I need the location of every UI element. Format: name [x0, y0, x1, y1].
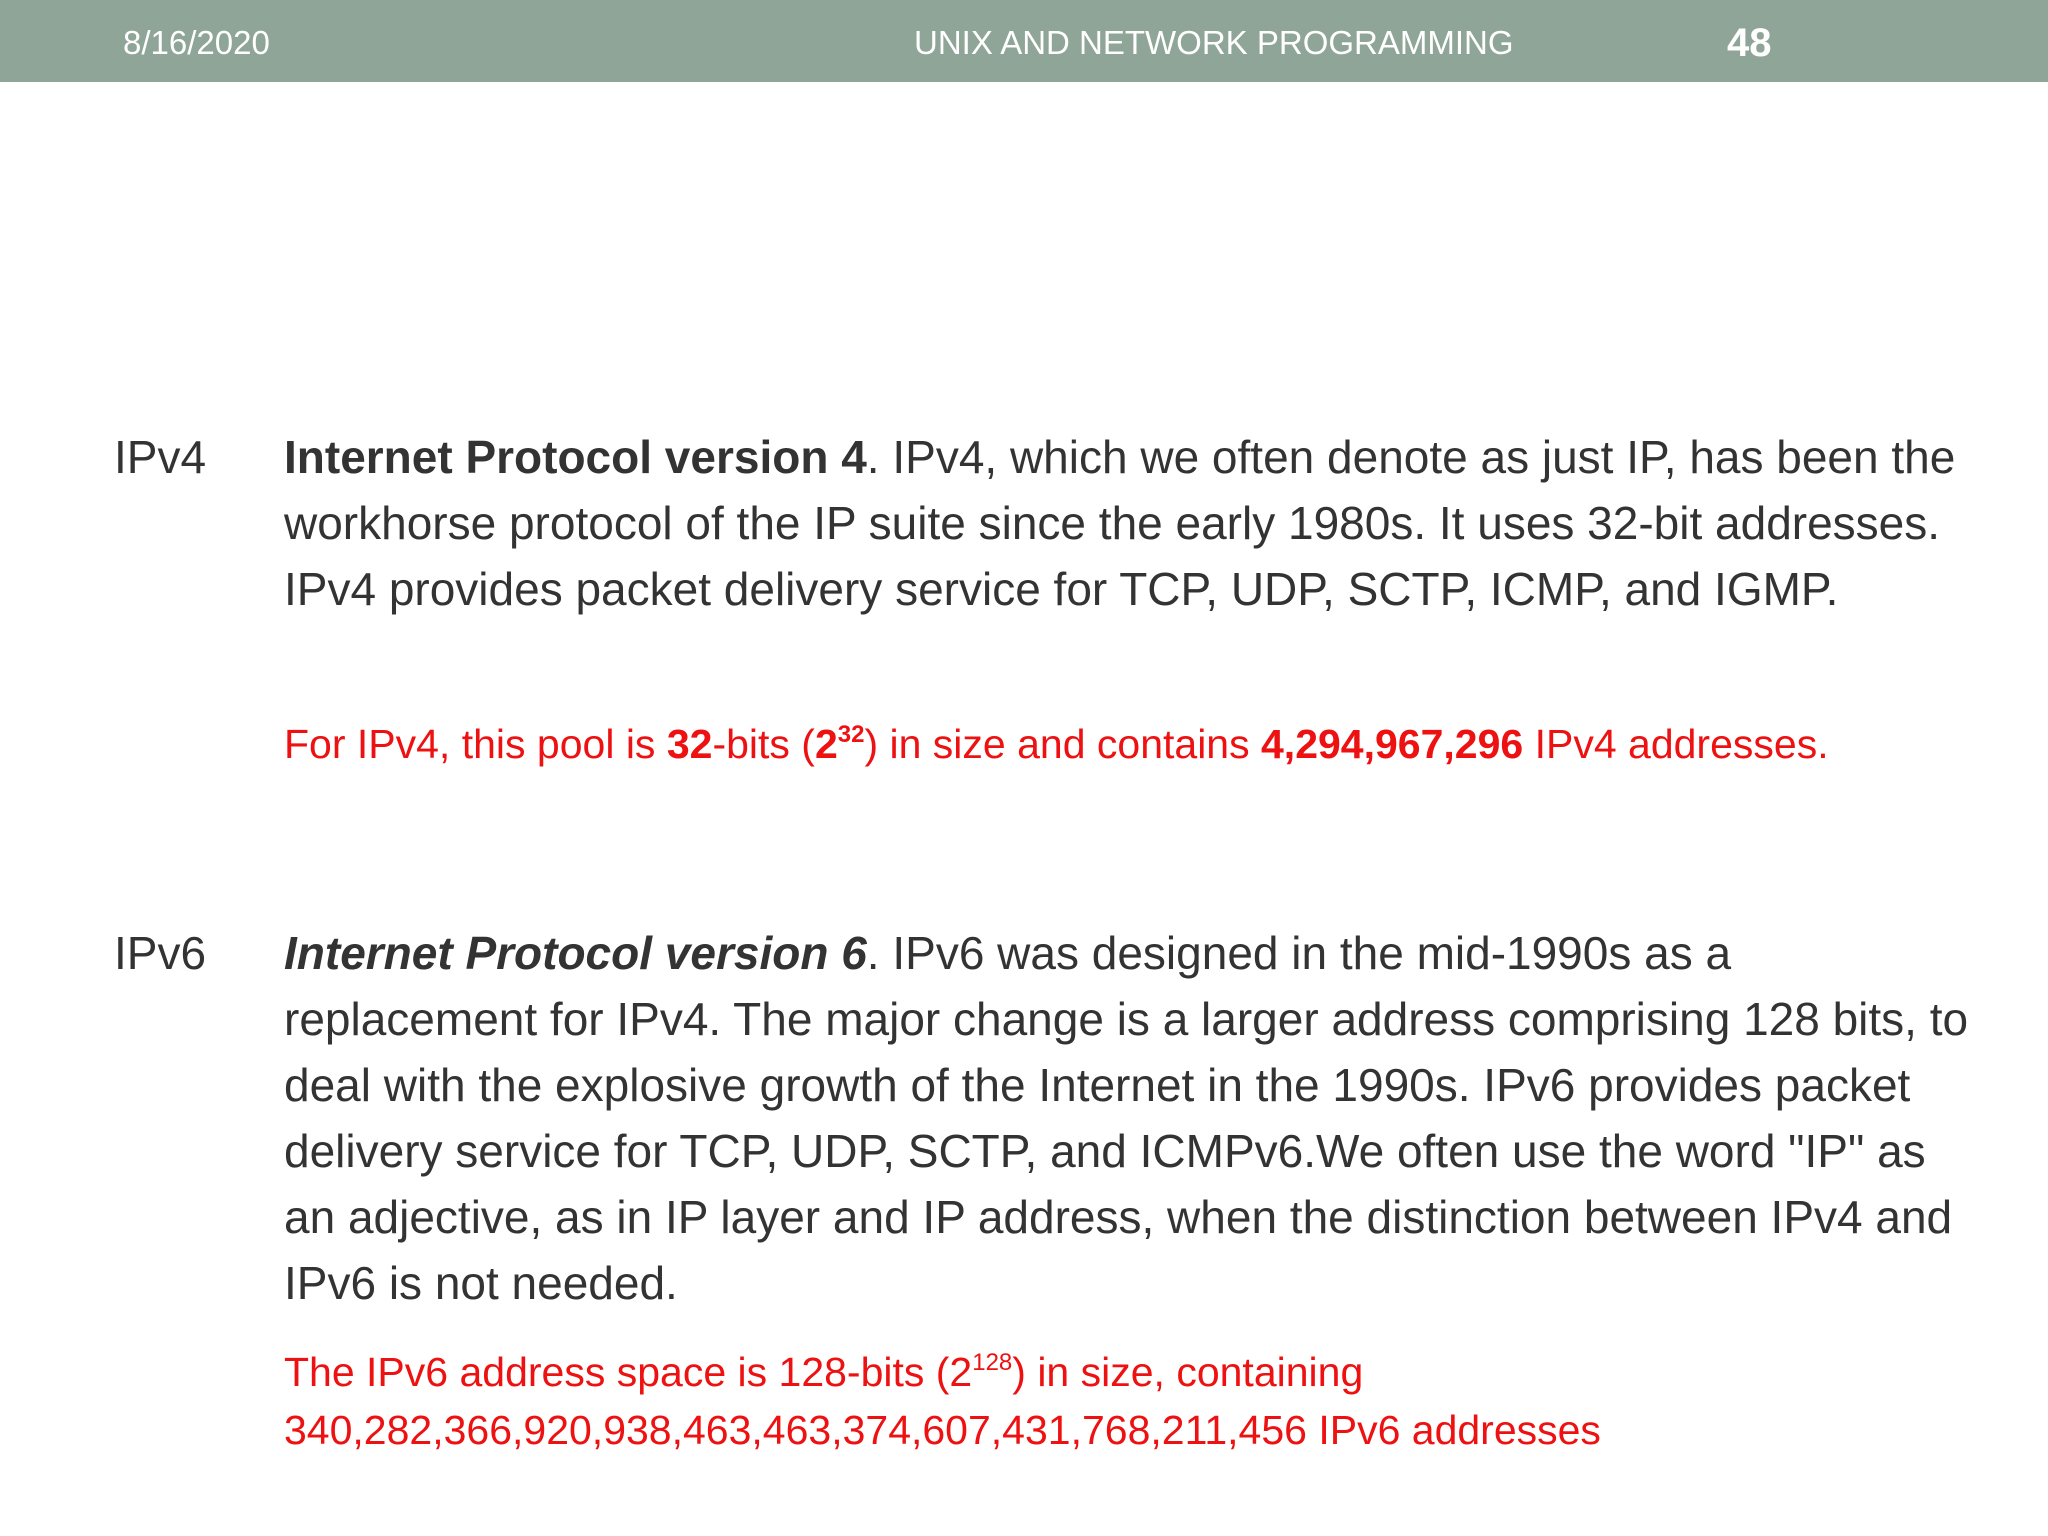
ipv6-term: IPv6	[114, 927, 207, 979]
header-title: UNIX AND NETWORK PROGRAMMING	[914, 24, 1514, 61]
ipv4-note-exponent: 32	[837, 721, 865, 748]
ipv4-note-text-3: ) in size and contains	[864, 721, 1261, 767]
ipv4-note-text-2: -bits (	[712, 721, 815, 767]
header-date: 8/16/2020	[123, 24, 270, 61]
ipv4-note-count: 4,294,967,296	[1261, 721, 1524, 767]
ipv6-note-text-2: ) in size, containing 340,282,366,920,938,463,463,374,607,431,768,211,456 IPv6 addresses	[284, 1349, 1601, 1453]
ipv6-definition	[284, 920, 1974, 1316]
ipv4-note-bits: 32	[666, 721, 713, 767]
ipv6-note-exponent: 128	[972, 1349, 1013, 1376]
slide-header	[0, 0, 2048, 82]
ipv4-note-base: 2	[814, 721, 838, 767]
page-number: 48	[1727, 21, 1772, 65]
ipv4-definition	[284, 424, 1974, 622]
ipv4-term: IPv4	[114, 431, 207, 483]
ipv6-definition-text: . IPv6 was designed in the mid-1990s as a replacement for IPv4. The major change is a larger address comprising 128 bits, to deal with the explosive growth of the Internet in the 1990s. IPv6 provides packet delivery service for TCP, UDP, SCTP, and ICMPv6.We often use the word "IP" as an adjective, as in IP layer and IP address, when the distinction between IPv4 and IPv6 is not needed.	[284, 927, 1969, 1309]
ipv6-note	[284, 1343, 1974, 1459]
ipv4-note	[284, 715, 1974, 773]
ipv4-definition-text: . IPv4, which we often denote as just IP, has been the workhorse protocol of the IP suite since the early 1980s. It uses 32-bit addresses. IPv4 provides packet delivery service for TCP, UDP, SCTP, ICMP, and IGMP.	[284, 431, 1956, 615]
ipv6-note-text-1: The IPv6 address space is 128-bits (2	[284, 1349, 973, 1395]
ipv4-note-text-4: IPv4 addresses.	[1523, 721, 1829, 767]
ipv6-definition-heading: Internet Protocol version 6	[284, 927, 867, 979]
ipv4-note-power	[815, 721, 865, 767]
ipv4-note-text-1: For IPv4, this pool is	[284, 721, 667, 767]
ipv4-definition-heading: Internet Protocol version 4	[284, 431, 867, 483]
